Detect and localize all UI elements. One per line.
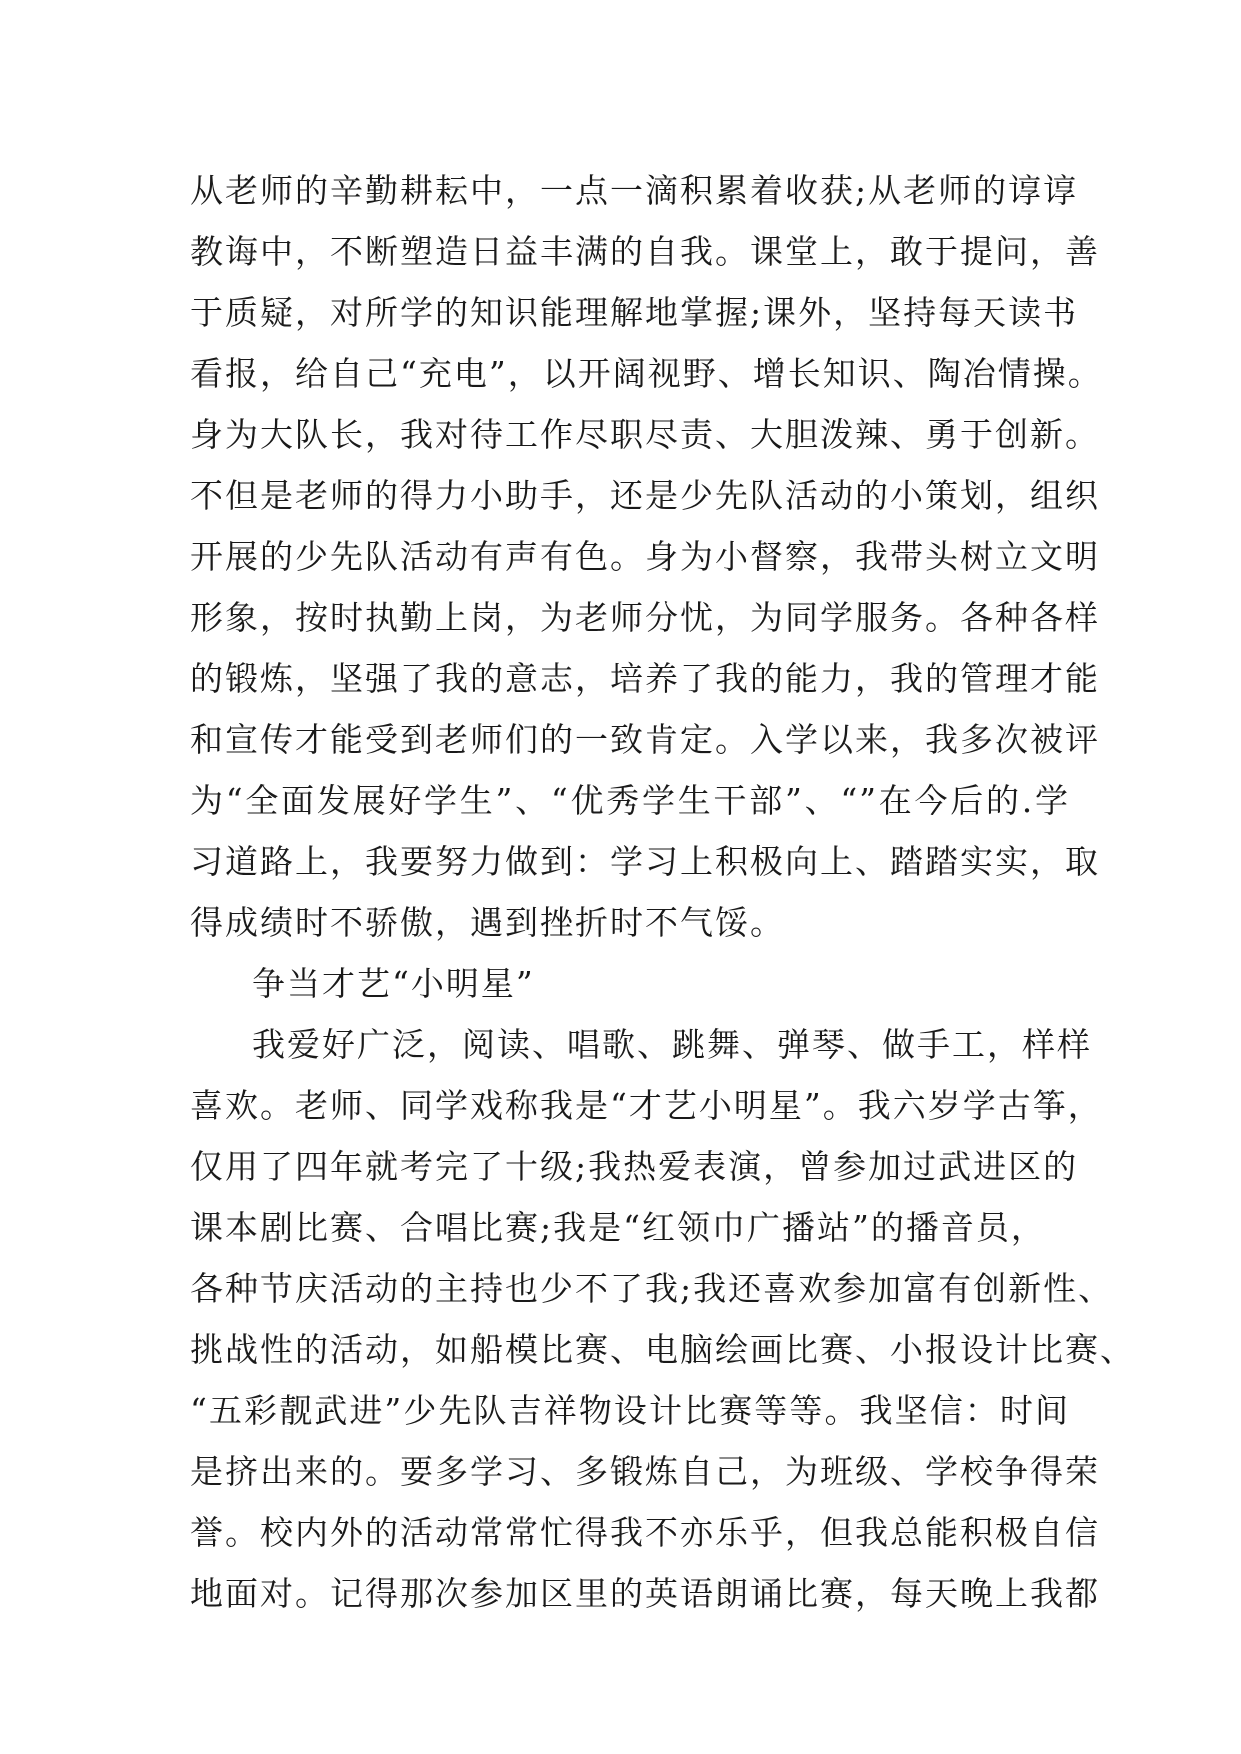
section-heading: 争当才艺“小明星”: [252, 964, 535, 1003]
text-line: 不但是老师的得力小助手，还是少先队活动的小策划，组织: [190, 476, 1100, 515]
text-line: 得成绩时不骄傲，遇到挫折时不气馁。: [190, 903, 785, 942]
text-line: 的锻炼，坚强了我的意志，培养了我的能力，我的管理才能: [190, 659, 1100, 698]
text-line: 开展的少先队活动有声有色。身为小督察，我带头树立文明: [190, 537, 1100, 576]
body-text: [190, 160, 1135, 1624]
text-line: 我爱好广泛，阅读、唱歌、跳舞、弹琴、做手工，样样: [252, 1025, 1092, 1064]
text-line: 仅用了四年就考完了十级;我热爱表演，曾参加过武进区的: [190, 1147, 1079, 1186]
text-line: “五彩靓武进”少先队吉祥物设计比赛等等。我坚信：时间: [190, 1391, 1070, 1430]
text-line: 为“全面发展好学生”、“优秀学生干部”、“”在今后的.学: [190, 781, 1070, 820]
text-line: 和宣传才能受到老师们的一致肯定。入学以来，我多次被评: [190, 720, 1100, 759]
text-line: 看报，给自己“充电”，以开阔视野、增长知识、陶冶情操。: [190, 354, 1103, 393]
text-line: 习道路上，我要努力做到：学习上积极向上、踏踏实实，取: [190, 842, 1100, 881]
text-line: 喜欢。老师、同学戏称我是“才艺小明星”。我六岁学古筝，: [190, 1086, 1103, 1125]
text-line: 地面对。记得那次参加区里的英语朗诵比赛，每天晚上我都: [190, 1574, 1100, 1613]
text-line: 是挤出来的。要多学习、多锻炼自己，为班级、学校争得荣: [190, 1452, 1100, 1491]
text-line: 挑战性的活动，如船模比赛、电脑绘画比赛、小报设计比赛、: [190, 1330, 1135, 1369]
text-line: 从老师的辛勤耕耘中，一点一滴积累着收获;从老师的谆谆: [190, 171, 1079, 210]
text-line: 身为大队长，我对待工作尽职尽责、大胆泼辣、勇于创新。: [190, 415, 1100, 454]
text-line: 形象，按时执勤上岗，为老师分忧，为同学服务。各种各样: [190, 598, 1100, 637]
text-line: 教诲中，不断塑造日益丰满的自我。课堂上，敢于提问，善: [190, 232, 1100, 271]
text-line: 课本剧比赛、合唱比赛;我是“红领巾广播站”的播音员，: [190, 1208, 1046, 1247]
text-line: 各种节庆活动的主持也少不了我;我还喜欢参加富有创新性、: [190, 1269, 1114, 1308]
text-line: 誉。校内外的活动常常忙得我不亦乐乎，但我总能积极自信: [190, 1513, 1100, 1552]
text-line: 于质疑，对所学的知识能理解地掌握;课外，坚持每天读书: [190, 293, 1079, 332]
